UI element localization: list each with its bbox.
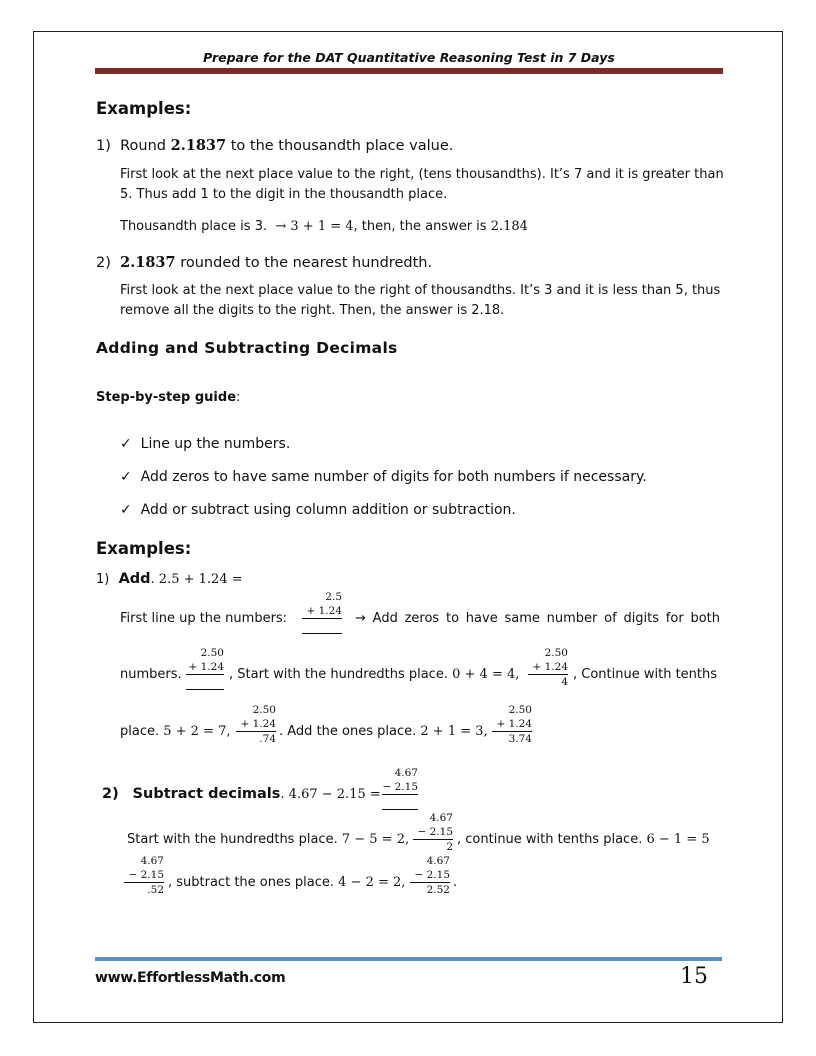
guide-item-text: Add or subtract using column addition or subtraction. <box>140 502 516 518</box>
math: 6 − 1 = 5 <box>646 832 710 847</box>
frac-bot: 2.52 <box>426 884 450 896</box>
guide-label <box>96 390 240 405</box>
column-fraction <box>186 646 224 690</box>
column-fraction <box>413 811 453 854</box>
text: Thousandth place is 3. <box>120 219 268 234</box>
question-label: Add <box>118 571 151 587</box>
frac-bot: .52 <box>147 884 164 896</box>
frac-top: 4.67 <box>426 855 450 867</box>
guide-label-text: Step-by-step guide <box>96 390 237 405</box>
guide-item-text: Line up the numbers. <box>140 436 291 452</box>
colon: : <box>236 390 241 405</box>
frac-mid: + 1.24 <box>302 604 342 619</box>
example-number: 1) <box>96 572 110 587</box>
math: 5 + 2 = 7, <box>163 724 231 739</box>
frac-mid: + 1.24 <box>492 717 532 732</box>
frac-bot <box>186 675 224 690</box>
check-icon: ✓ <box>120 502 132 518</box>
frac-top: 2.5 <box>325 591 342 603</box>
frac-mid: + 1.24 <box>236 717 276 732</box>
guide-item-text: Add zeros to have same number of digits for both numbers if necessary. <box>140 469 647 485</box>
math: 4 − 2 = 2, <box>338 875 406 890</box>
explanation-line: remove all the digits to the right. Then, the answer is 2.18. <box>120 303 505 318</box>
example-subtract-question <box>102 786 381 802</box>
explanation-line <box>457 832 710 847</box>
question-text: rounded to the nearest hundredth. <box>175 255 433 271</box>
examples-heading-1: Examples: <box>96 99 192 118</box>
example-number: 1) <box>96 138 111 154</box>
footer-rule <box>95 957 722 961</box>
frac-mid: − 2.15 <box>413 825 453 840</box>
frac-top: 4.67 <box>140 855 164 867</box>
explanation-line <box>120 724 231 739</box>
explanation-line: First look at the next place value to the right, (tens thousandths). It’s 7 and it is greater than <box>120 167 724 182</box>
explanation-line <box>120 219 528 234</box>
text: → Add zeros to have same number of digits for both <box>355 611 720 626</box>
frac-mid: − 2.15 <box>410 868 450 883</box>
frac-bot: 3.74 <box>508 733 532 745</box>
explanation-line <box>127 832 409 847</box>
column-fraction <box>410 854 450 897</box>
frac-mid: + 1.24 <box>528 660 568 675</box>
explanation-line <box>229 667 519 682</box>
examples-heading-2: Examples: <box>96 539 192 558</box>
check-icon: ✓ <box>120 436 132 452</box>
question-text: to the thousandth place value. <box>226 138 454 154</box>
section-title: Adding and Subtracting Decimals <box>96 339 398 357</box>
guide-item <box>120 436 290 452</box>
frac-top: 2.50 <box>200 647 224 659</box>
math: 0 + 4 = 4, <box>452 667 520 682</box>
question-label: Subtract decimals <box>132 786 281 802</box>
example-number: 2) <box>96 255 111 271</box>
frac-bot <box>382 795 418 810</box>
text: . Add the ones place. <box>279 724 417 739</box>
page-number: 15 <box>680 964 708 989</box>
text: , continue with tenths place. <box>457 832 643 847</box>
text: Start with the hundredths place. <box>127 832 338 847</box>
header-rule <box>95 68 723 74</box>
example-number: 2) <box>102 786 119 802</box>
frac-mid: + 1.24 <box>186 660 224 675</box>
explanation-line: . <box>453 875 458 890</box>
guide-item <box>120 502 516 518</box>
math: 7 − 5 = 2, <box>341 832 410 847</box>
question-expression: . 4.67 − 2.15 = <box>280 787 381 802</box>
frac-bot: 2 <box>446 841 453 853</box>
question-text: Round <box>120 138 171 154</box>
frac-top: 4.67 <box>429 812 453 824</box>
column-fraction <box>492 703 532 746</box>
example-2-question <box>96 254 432 271</box>
math: 2 + 1 = 3, <box>420 724 488 739</box>
math: → 3 + 1 = 4 <box>275 219 354 234</box>
explanation-line: numbers. <box>120 667 182 682</box>
text: , Start with the hundredths place. <box>229 667 448 682</box>
frac-mid: − 2.15 <box>382 781 418 793</box>
text: , then, the answer is <box>353 219 491 234</box>
answer: 2.184 <box>490 219 528 234</box>
guide-item <box>120 469 647 485</box>
column-fraction <box>124 854 164 897</box>
example-add-question <box>96 571 243 587</box>
column-fraction <box>528 646 568 689</box>
explanation-line <box>168 875 405 890</box>
example-1-question <box>96 137 453 154</box>
question-value: 2.1837 <box>120 254 176 271</box>
frac-bot <box>302 619 342 634</box>
text: , subtract the ones place. <box>168 875 334 890</box>
explanation-line <box>355 611 720 626</box>
column-fraction <box>236 703 276 746</box>
explanation-line: First line up the numbers: <box>120 611 288 626</box>
question-expression: . 2.5 + 1.24 = <box>150 572 243 587</box>
frac-top: 2.50 <box>252 704 276 716</box>
frac-bot: 4 <box>561 676 568 688</box>
check-icon: ✓ <box>120 469 132 485</box>
running-header: Prepare for the DAT Quantitative Reasoning Test in 7 Days <box>203 50 615 65</box>
footer-url[interactable]: www.EffortlessMath.com <box>95 970 286 986</box>
frac-mid: − 2.15 <box>124 868 164 883</box>
frac-top: 4.67 <box>394 767 418 779</box>
column-fraction <box>382 766 418 810</box>
question-value: 2.1837 <box>170 137 227 154</box>
column-fraction <box>302 590 342 634</box>
explanation-line: , Continue with tenths <box>573 667 718 682</box>
frac-bot: .74 <box>259 733 276 745</box>
text: place. <box>120 724 160 739</box>
frac-top: 2.50 <box>508 704 532 716</box>
explanation-line: 5. Thus add 1 to the digit in the thousandth place. <box>120 187 448 202</box>
explanation-line <box>279 724 488 739</box>
frac-top: 2.50 <box>544 647 568 659</box>
explanation-line: First look at the next place value to the right of thousandths. It’s 3 and it is less than 5, thus <box>120 283 721 298</box>
